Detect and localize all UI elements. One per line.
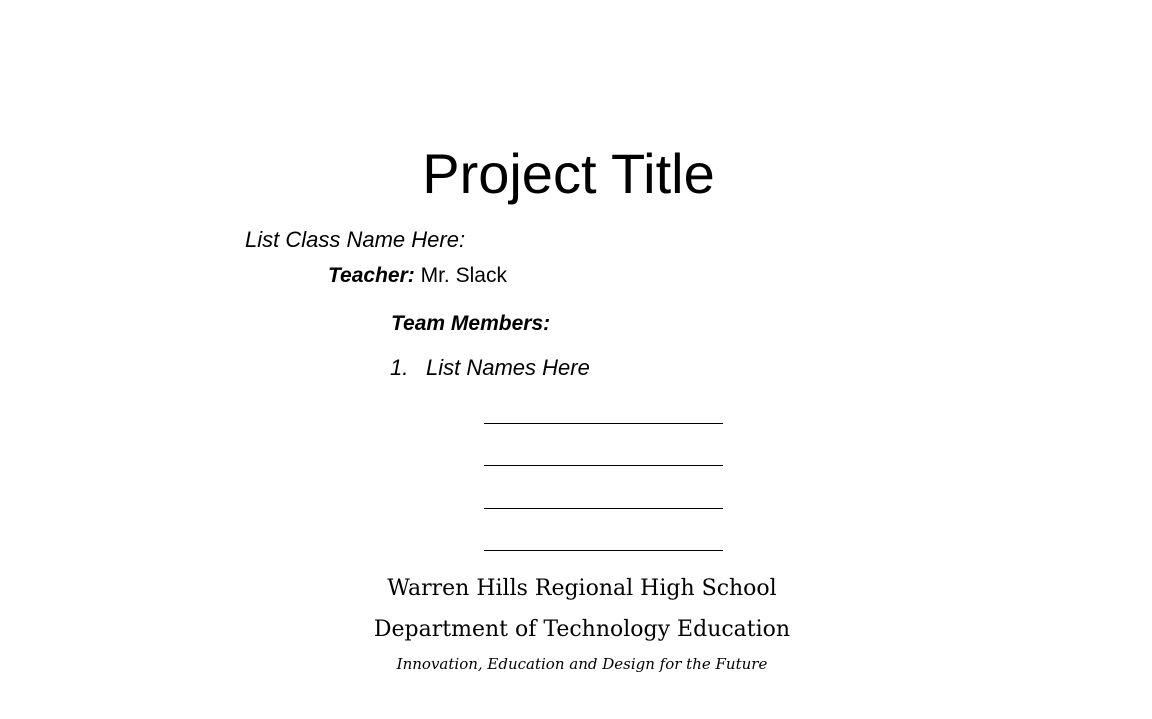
project-title: Project Title	[422, 142, 715, 205]
team-member-blank-line	[484, 508, 723, 509]
team-member-1	[390, 355, 590, 381]
team-member-number: 1.	[390, 355, 409, 380]
motto: Innovation, Education and Design for the Future	[396, 655, 768, 673]
class-name-line: List Class Name Here:	[245, 227, 466, 252]
team-member-placeholder: List Names Here	[426, 355, 590, 380]
teacher-name: Mr. Slack	[420, 264, 507, 287]
teacher-line	[328, 263, 507, 289]
department-name: Department of Technology Education	[373, 617, 791, 642]
team-member-blank-line	[484, 423, 723, 424]
teacher-label: Teacher:	[328, 264, 415, 287]
team-members-heading: Team Members:	[391, 312, 551, 335]
school-name: Warren Hills Regional High School	[387, 576, 777, 601]
team-member-blank-line	[484, 550, 723, 551]
team-member-blank-line	[484, 465, 723, 466]
